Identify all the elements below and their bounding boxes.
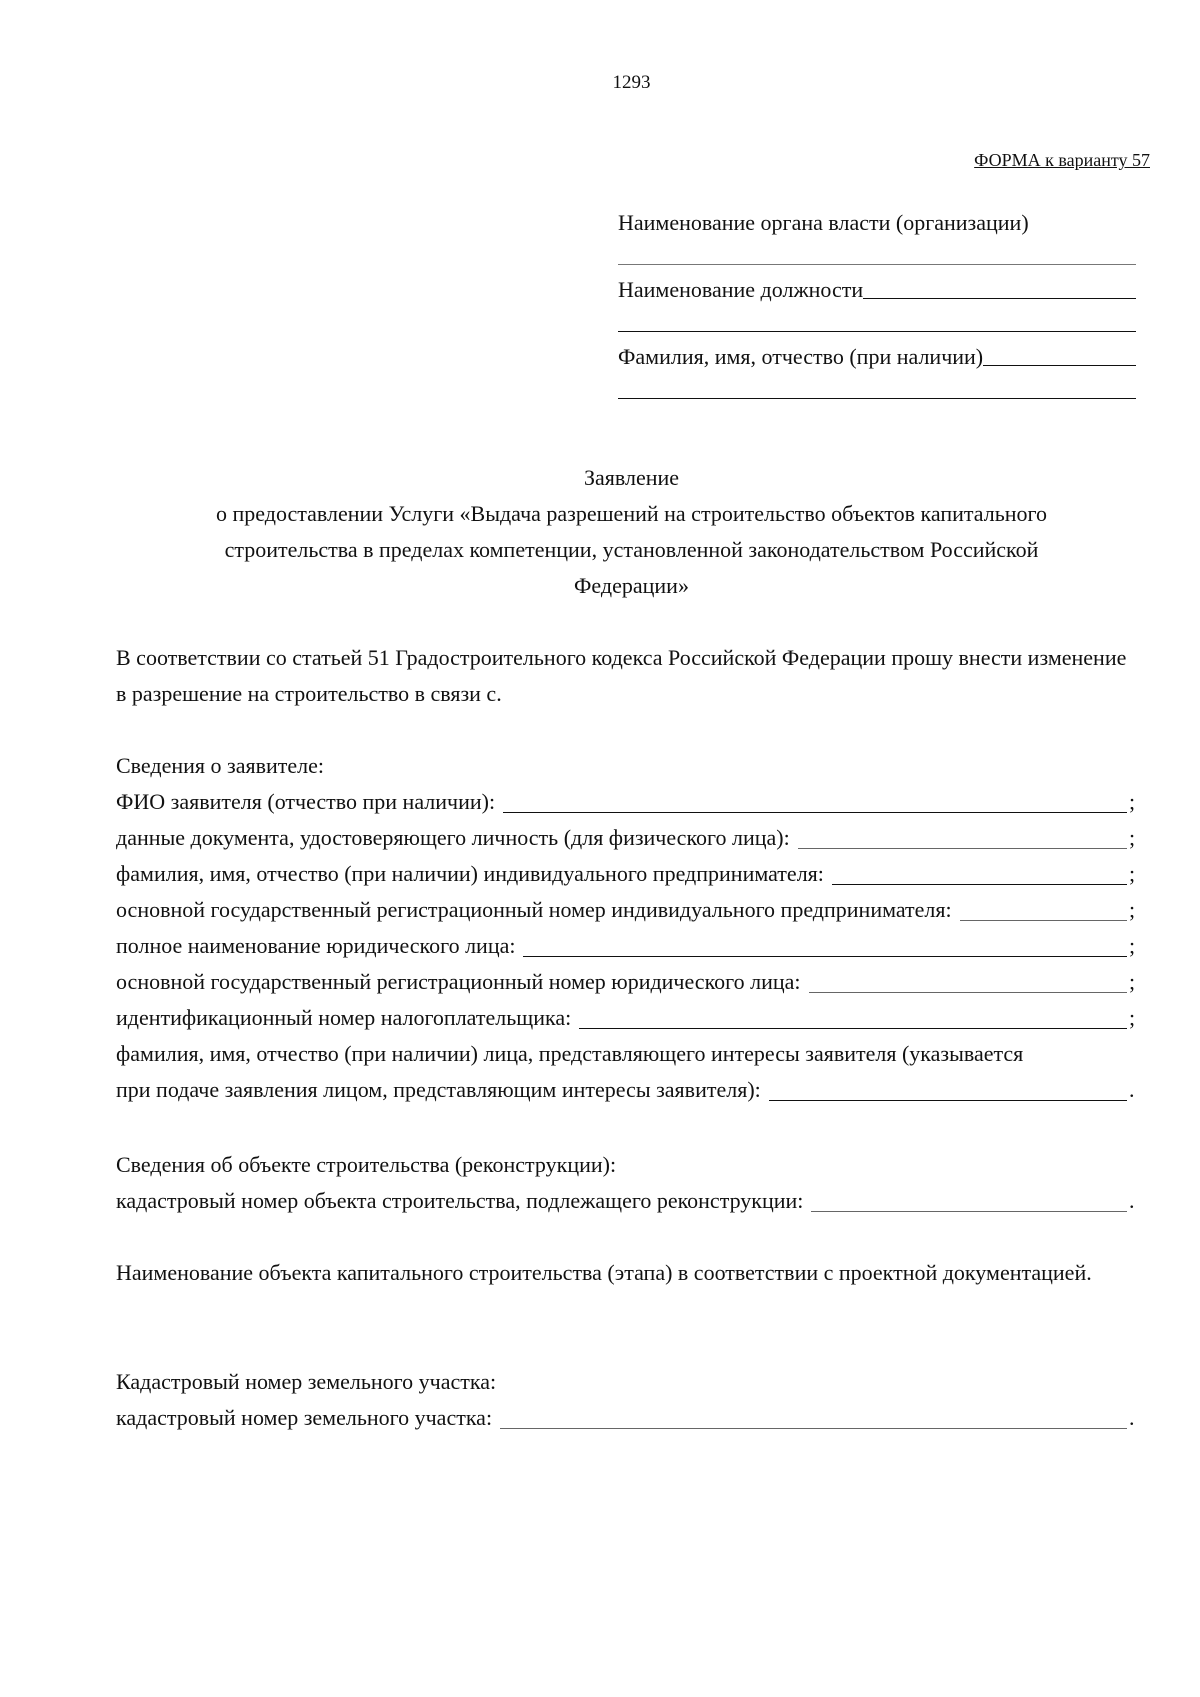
object-cadastral-row — [116, 1183, 1141, 1219]
title-line-2: строительства в пределах компетенции, установленной законодательством Российской — [224, 537, 1039, 562]
applicant-field-row — [116, 784, 1141, 820]
applicant-field-row — [116, 1000, 1141, 1036]
object-cadastral-input-line[interactable] — [811, 1211, 1127, 1212]
fullname-label: Фамилия, имя, отчество (при наличии) — [618, 344, 984, 369]
object-name-text: Наименование объекта капитального строительства (этапа) в соответствии с проектной документацией. — [116, 1260, 1092, 1285]
land-cadastral-row — [116, 1400, 1141, 1436]
applicant-heading: Сведения о заявителе: — [116, 753, 325, 778]
object-section — [116, 1147, 1141, 1219]
applicant-field-row — [116, 892, 1141, 928]
applicant-section — [116, 748, 1141, 1108]
intro-section — [116, 640, 1141, 712]
applicant-field-end: ; — [1129, 969, 1136, 994]
applicant-field-row — [116, 928, 1141, 964]
applicant-field-label: фамилия, имя, отчество (при наличии) индивидуального предпринимателя: — [116, 861, 824, 886]
representative-label: при подаче заявления лицом, представляющим интересы заявителя): — [116, 1077, 761, 1102]
applicant-field-row — [116, 964, 1141, 1000]
land-section — [116, 1364, 1141, 1436]
representative-input-line[interactable] — [769, 1100, 1127, 1101]
fullname-extra-line[interactable] — [618, 398, 1136, 399]
land-heading: Кадастровый номер земельного участка: — [116, 1369, 497, 1394]
applicant-field-input-line[interactable] — [832, 884, 1127, 885]
applicant-field-row — [116, 820, 1141, 856]
land-cadastral-end: . — [1129, 1405, 1135, 1430]
object-heading: Сведения об объекте строительства (реконструкции): — [116, 1152, 617, 1177]
fullname-row — [618, 340, 1136, 370]
applicant-field-input-line[interactable] — [579, 1028, 1127, 1029]
applicant-field-row — [116, 856, 1141, 892]
form-reference: ФОРМА к варианту 57 — [974, 150, 1150, 170]
position-input-line[interactable] — [863, 298, 1136, 299]
applicant-fields — [116, 784, 1141, 1036]
applicant-field-end: ; — [1129, 861, 1136, 886]
land-cadastral-label: кадастровый номер земельного участка: — [116, 1405, 493, 1430]
applicant-field-input-line[interactable] — [503, 812, 1127, 813]
applicant-field-input-line[interactable] — [809, 992, 1127, 993]
position-row — [618, 273, 1136, 303]
representative-row — [116, 1072, 1141, 1108]
intro-text: В соответствии со статьей 51 Градостроительного кодекса Российской Федерации прошу внести изменение в разрешение на строительство в связи с. — [116, 645, 1127, 706]
position-extra-line[interactable] — [618, 331, 1136, 332]
representative-end: . — [1129, 1077, 1135, 1102]
authority-row — [618, 206, 1136, 236]
authority-input-line[interactable] — [618, 264, 1136, 265]
fullname-input-line[interactable] — [983, 365, 1136, 366]
title-line-1: о предоставлении Услуги «Выдача разрешений на строительство объектов капитального — [216, 501, 1047, 526]
applicant-field-label: идентификационный номер налогоплательщика: — [116, 1005, 572, 1030]
applicant-field-input-line[interactable] — [798, 848, 1127, 849]
applicant-field-end: ; — [1129, 897, 1136, 922]
land-cadastral-input-line[interactable] — [500, 1428, 1127, 1429]
addressee-block — [618, 206, 1136, 399]
applicant-field-end: ; — [1129, 825, 1136, 850]
applicant-field-end: ; — [1129, 933, 1136, 958]
object-cadastral-end: . — [1129, 1188, 1135, 1213]
applicant-field-end: ; — [1129, 1005, 1136, 1030]
representative-line-1: фамилия, имя, отчество (при наличии) лица, представляющего интересы заявителя (указывается — [116, 1041, 1024, 1066]
title-heading: Заявление — [583, 465, 680, 490]
applicant-field-label: ФИО заявителя (отчество при наличии): — [116, 789, 496, 814]
application-title — [150, 460, 1113, 604]
applicant-field-label: полное наименование юридического лица: — [116, 933, 516, 958]
authority-label: Наименование органа власти (организации) — [618, 210, 1029, 235]
applicant-field-label: данные документа, удостоверяющего личность (для физического лица): — [116, 825, 790, 850]
applicant-field-input-line[interactable] — [523, 956, 1127, 957]
page-number: 1293 — [612, 72, 651, 93]
applicant-field-end: ; — [1129, 789, 1136, 814]
title-line-3: Федерации» — [574, 573, 689, 598]
applicant-field-input-line[interactable] — [960, 920, 1127, 921]
object-cadastral-label: кадастровый номер объекта строительства, подлежащего реконструкции: — [116, 1188, 804, 1213]
object-name-section — [116, 1255, 1141, 1291]
applicant-field-label: основной государственный регистрационный номер индивидуального предпринимателя: — [116, 897, 952, 922]
position-label: Наименование должности — [618, 277, 864, 302]
applicant-field-label: основной государственный регистрационный номер юридического лица: — [116, 969, 801, 994]
